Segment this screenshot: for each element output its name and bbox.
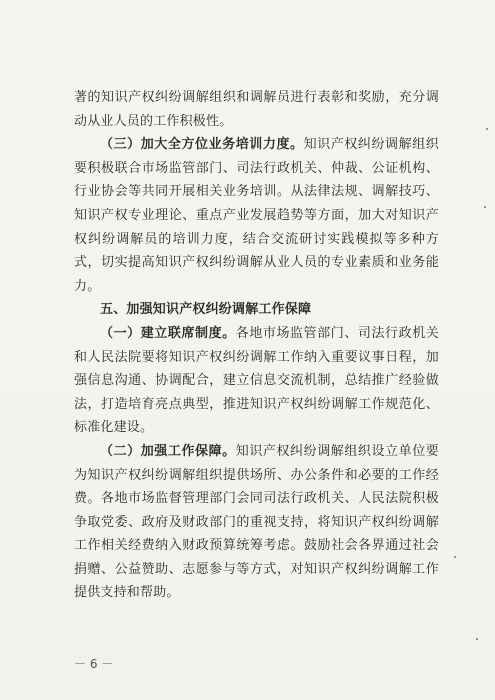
scan-speck bbox=[476, 638, 478, 640]
scan-speck bbox=[484, 206, 486, 208]
paragraph-4-text: 知识产权纠纷调解组织设立单位要为知识产权纠纷调解组织提供场所、办公条件和必要的工作经费。各地市场监督管理部门会同司法行政机关、人民法院积极争取党委、政府及财政部门的重视支持，将知识产权纠纷调解工作相关经费纳入财政预算统筹考虑。鼓励社会各界通过社会捐赠、公益赞助、志愿参与等方式，对知识产权纠纷调解工作提供支持和帮助。 bbox=[74, 443, 439, 601]
body-text bbox=[74, 86, 439, 605]
scan-speck bbox=[486, 128, 488, 130]
paragraph-1 bbox=[74, 86, 439, 133]
paragraph-2-text: 知识产权纠纷调解组织要积极联合市场监管部门、司法行政机关、仲裁、公证机构、行业协会等共同开展相关业务培训。从法律法规、调解技巧、知识产权专业理论、重点产业发展趋势等方面，加大对知识产权纠纷调解员的培训力度，结合交流研讨实践模拟等多种方式，切实提高知识产权纠纷调解从业人员的专业素质和业务能力。 bbox=[74, 137, 439, 294]
paragraph-2 bbox=[74, 133, 439, 298]
page-number: － 6 － bbox=[74, 657, 114, 671]
paragraph-3-lead: （一）建立联席制度。 bbox=[100, 325, 236, 341]
paragraph-1-text: 著的知识产权纠纷调解组织和调解员进行表彰和奖励，充分调动从业人员的工作积极性。 bbox=[74, 90, 439, 129]
paragraph-4 bbox=[74, 440, 439, 605]
section-heading: 五、加强知识产权纠纷调解工作保障 bbox=[100, 302, 312, 318]
paragraph-3 bbox=[74, 322, 439, 440]
paragraph-4-lead: （二）加强工作保障。 bbox=[100, 443, 236, 459]
paragraph-2-lead: （三）加大全方位业务培训力度。 bbox=[100, 137, 304, 153]
scan-speck bbox=[454, 556, 456, 558]
paragraph-3-text: 各地市场监管部门、司法行政机关和人民法院要将知识产权纠纷调解工作纳入重要议事日程，加强信息沟通、协调配合，建立信息交流机制，总结推广经验做法，打造培育亮点典型，推进知识产权纠纷调解工作规范化、标准化建设。 bbox=[74, 325, 439, 436]
